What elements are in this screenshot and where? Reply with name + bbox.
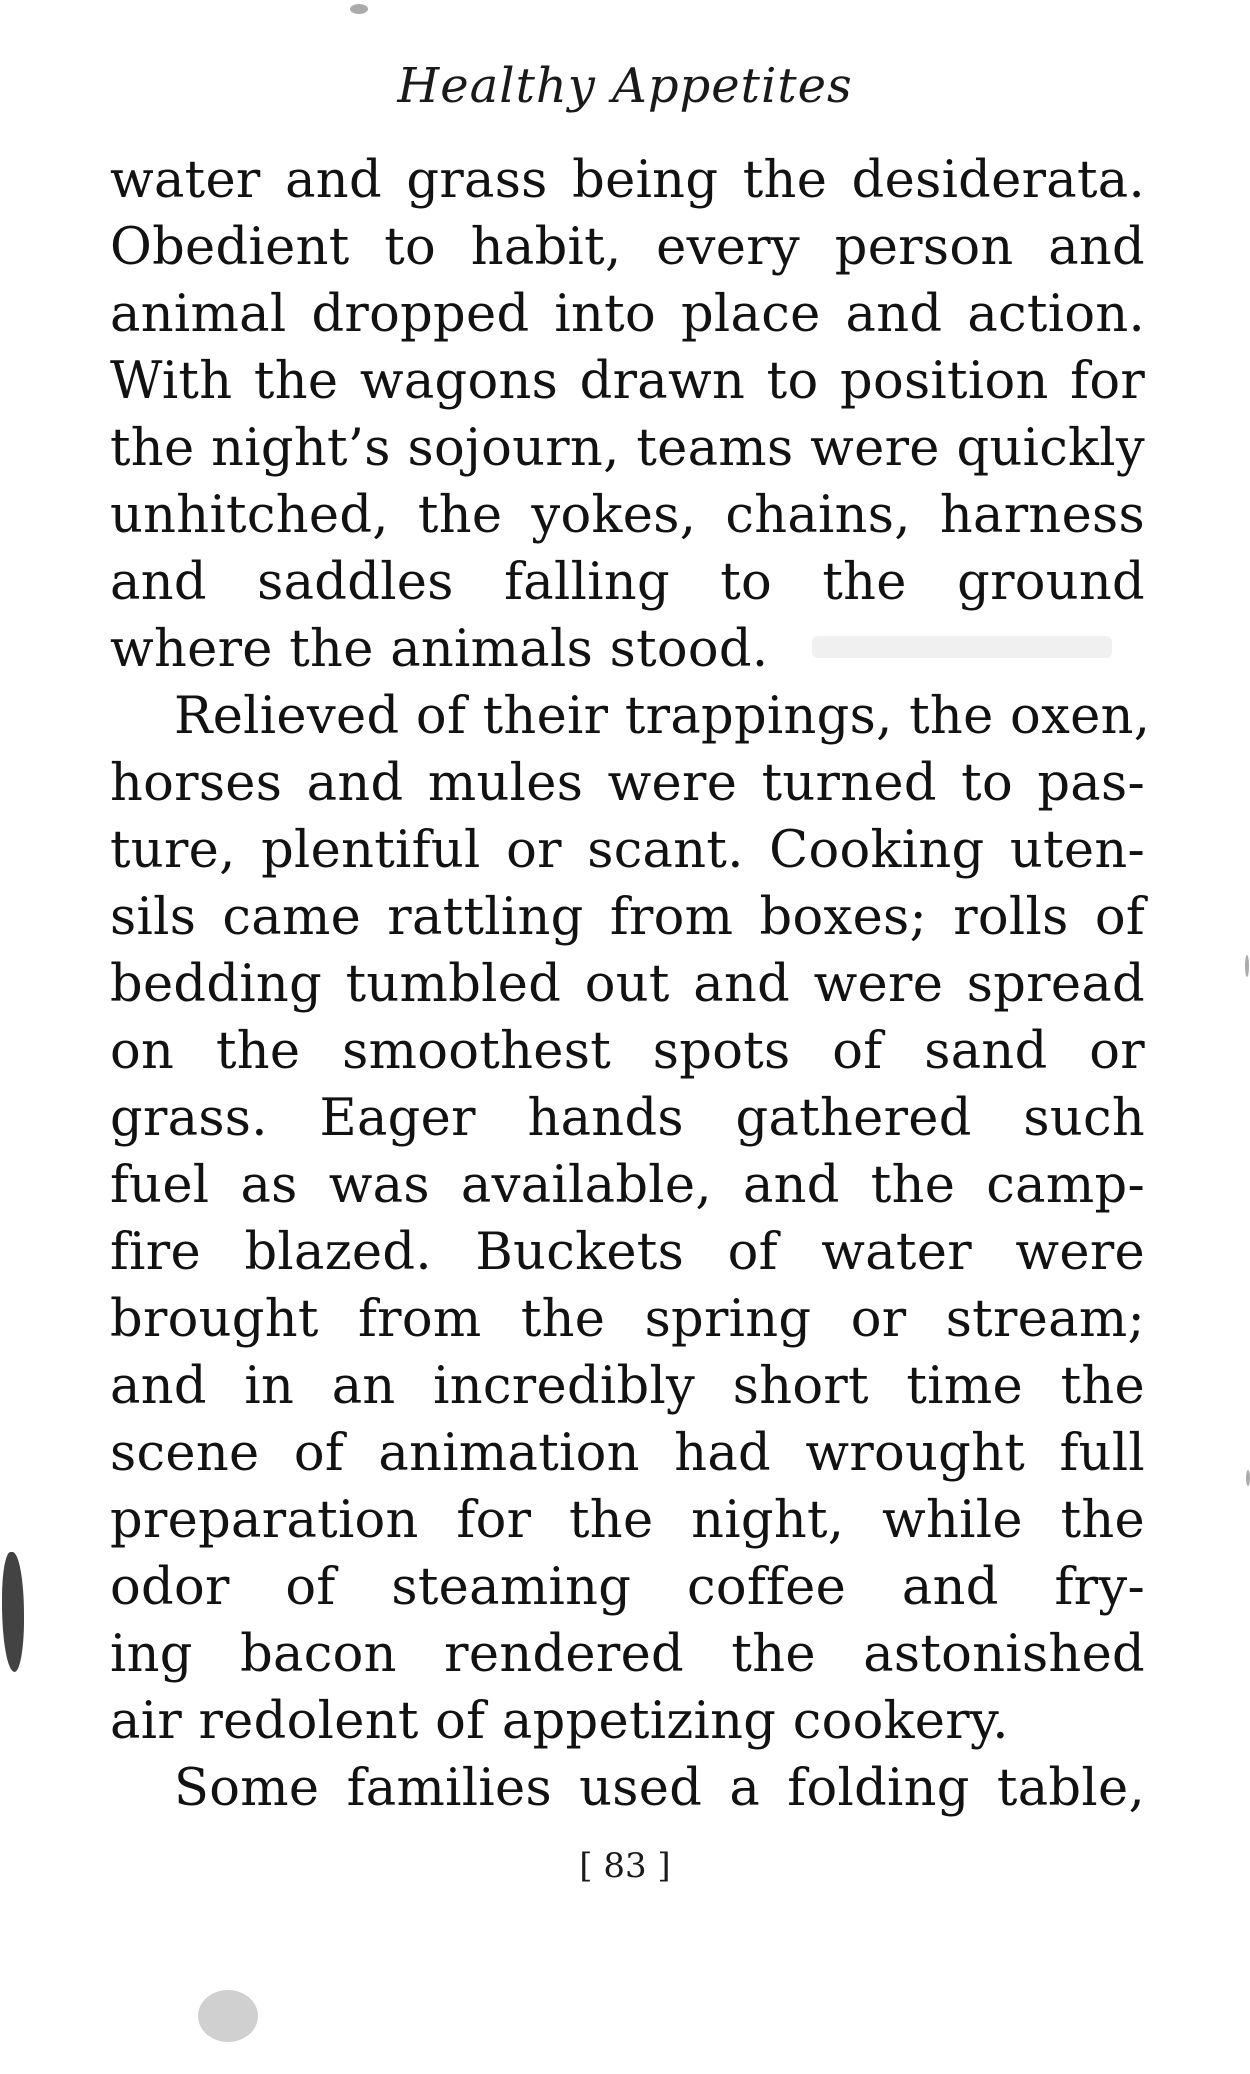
text-line: sils came rattling from boxes; rolls of xyxy=(110,888,1145,947)
text-line: Obedient to habit, every person and xyxy=(110,218,1145,277)
text-line: odor of steaming coffee and fry- xyxy=(110,1558,1145,1617)
text-line: where the animals stood. xyxy=(110,620,769,679)
paragraph-first-line: Some families used a folding table, xyxy=(174,1759,1145,1818)
running-title: Healthy Appetites xyxy=(397,58,853,114)
text-line: fuel as was available, and the camp- xyxy=(110,1156,1145,1215)
text-line: on the smoothest spots of sand or xyxy=(110,1022,1145,1081)
paragraph-first-line: Relieved of their trappings, the oxen, xyxy=(174,687,1151,746)
scan-speck xyxy=(1245,955,1249,977)
text-line: unhitched, the yokes, chains, harness xyxy=(110,486,1145,545)
text-line: ing bacon rendered the astonished xyxy=(110,1625,1145,1684)
text-line: grass. Eager hands gathered such xyxy=(110,1089,1145,1148)
page-number: [ 83 ] xyxy=(579,1846,671,1886)
text-line: preparation for the night, while the xyxy=(110,1491,1145,1550)
scan-speck xyxy=(350,4,368,14)
text-line: the night’s sojourn, teams were quickly xyxy=(110,419,1145,478)
scan-speck xyxy=(198,1990,258,2042)
text-line: air redolent of appetizing cookery. xyxy=(110,1692,1009,1751)
text-line: and saddles falling to the ground xyxy=(110,553,1145,612)
scan-speck xyxy=(812,636,1112,658)
scan-speck xyxy=(1246,1470,1250,1486)
scan-smudge xyxy=(2,1552,24,1672)
text-line: ture, plentiful or scant. Cooking uten- xyxy=(110,821,1145,880)
text-line: fire blazed. Buckets of water were xyxy=(110,1223,1145,1282)
text-line: water and grass being the desiderata. xyxy=(110,151,1145,210)
text-line: brought from the spring or stream; xyxy=(110,1290,1145,1349)
text-line: and in an incredibly short time the xyxy=(110,1357,1145,1416)
text-line: bedding tumbled out and were spread xyxy=(110,955,1145,1014)
text-line: animal dropped into place and action. xyxy=(110,285,1145,344)
text-line: With the wagons drawn to position for xyxy=(110,352,1145,411)
text-line: scene of animation had wrought full xyxy=(110,1424,1145,1483)
text-line: horses and mules were turned to pas- xyxy=(110,754,1145,813)
